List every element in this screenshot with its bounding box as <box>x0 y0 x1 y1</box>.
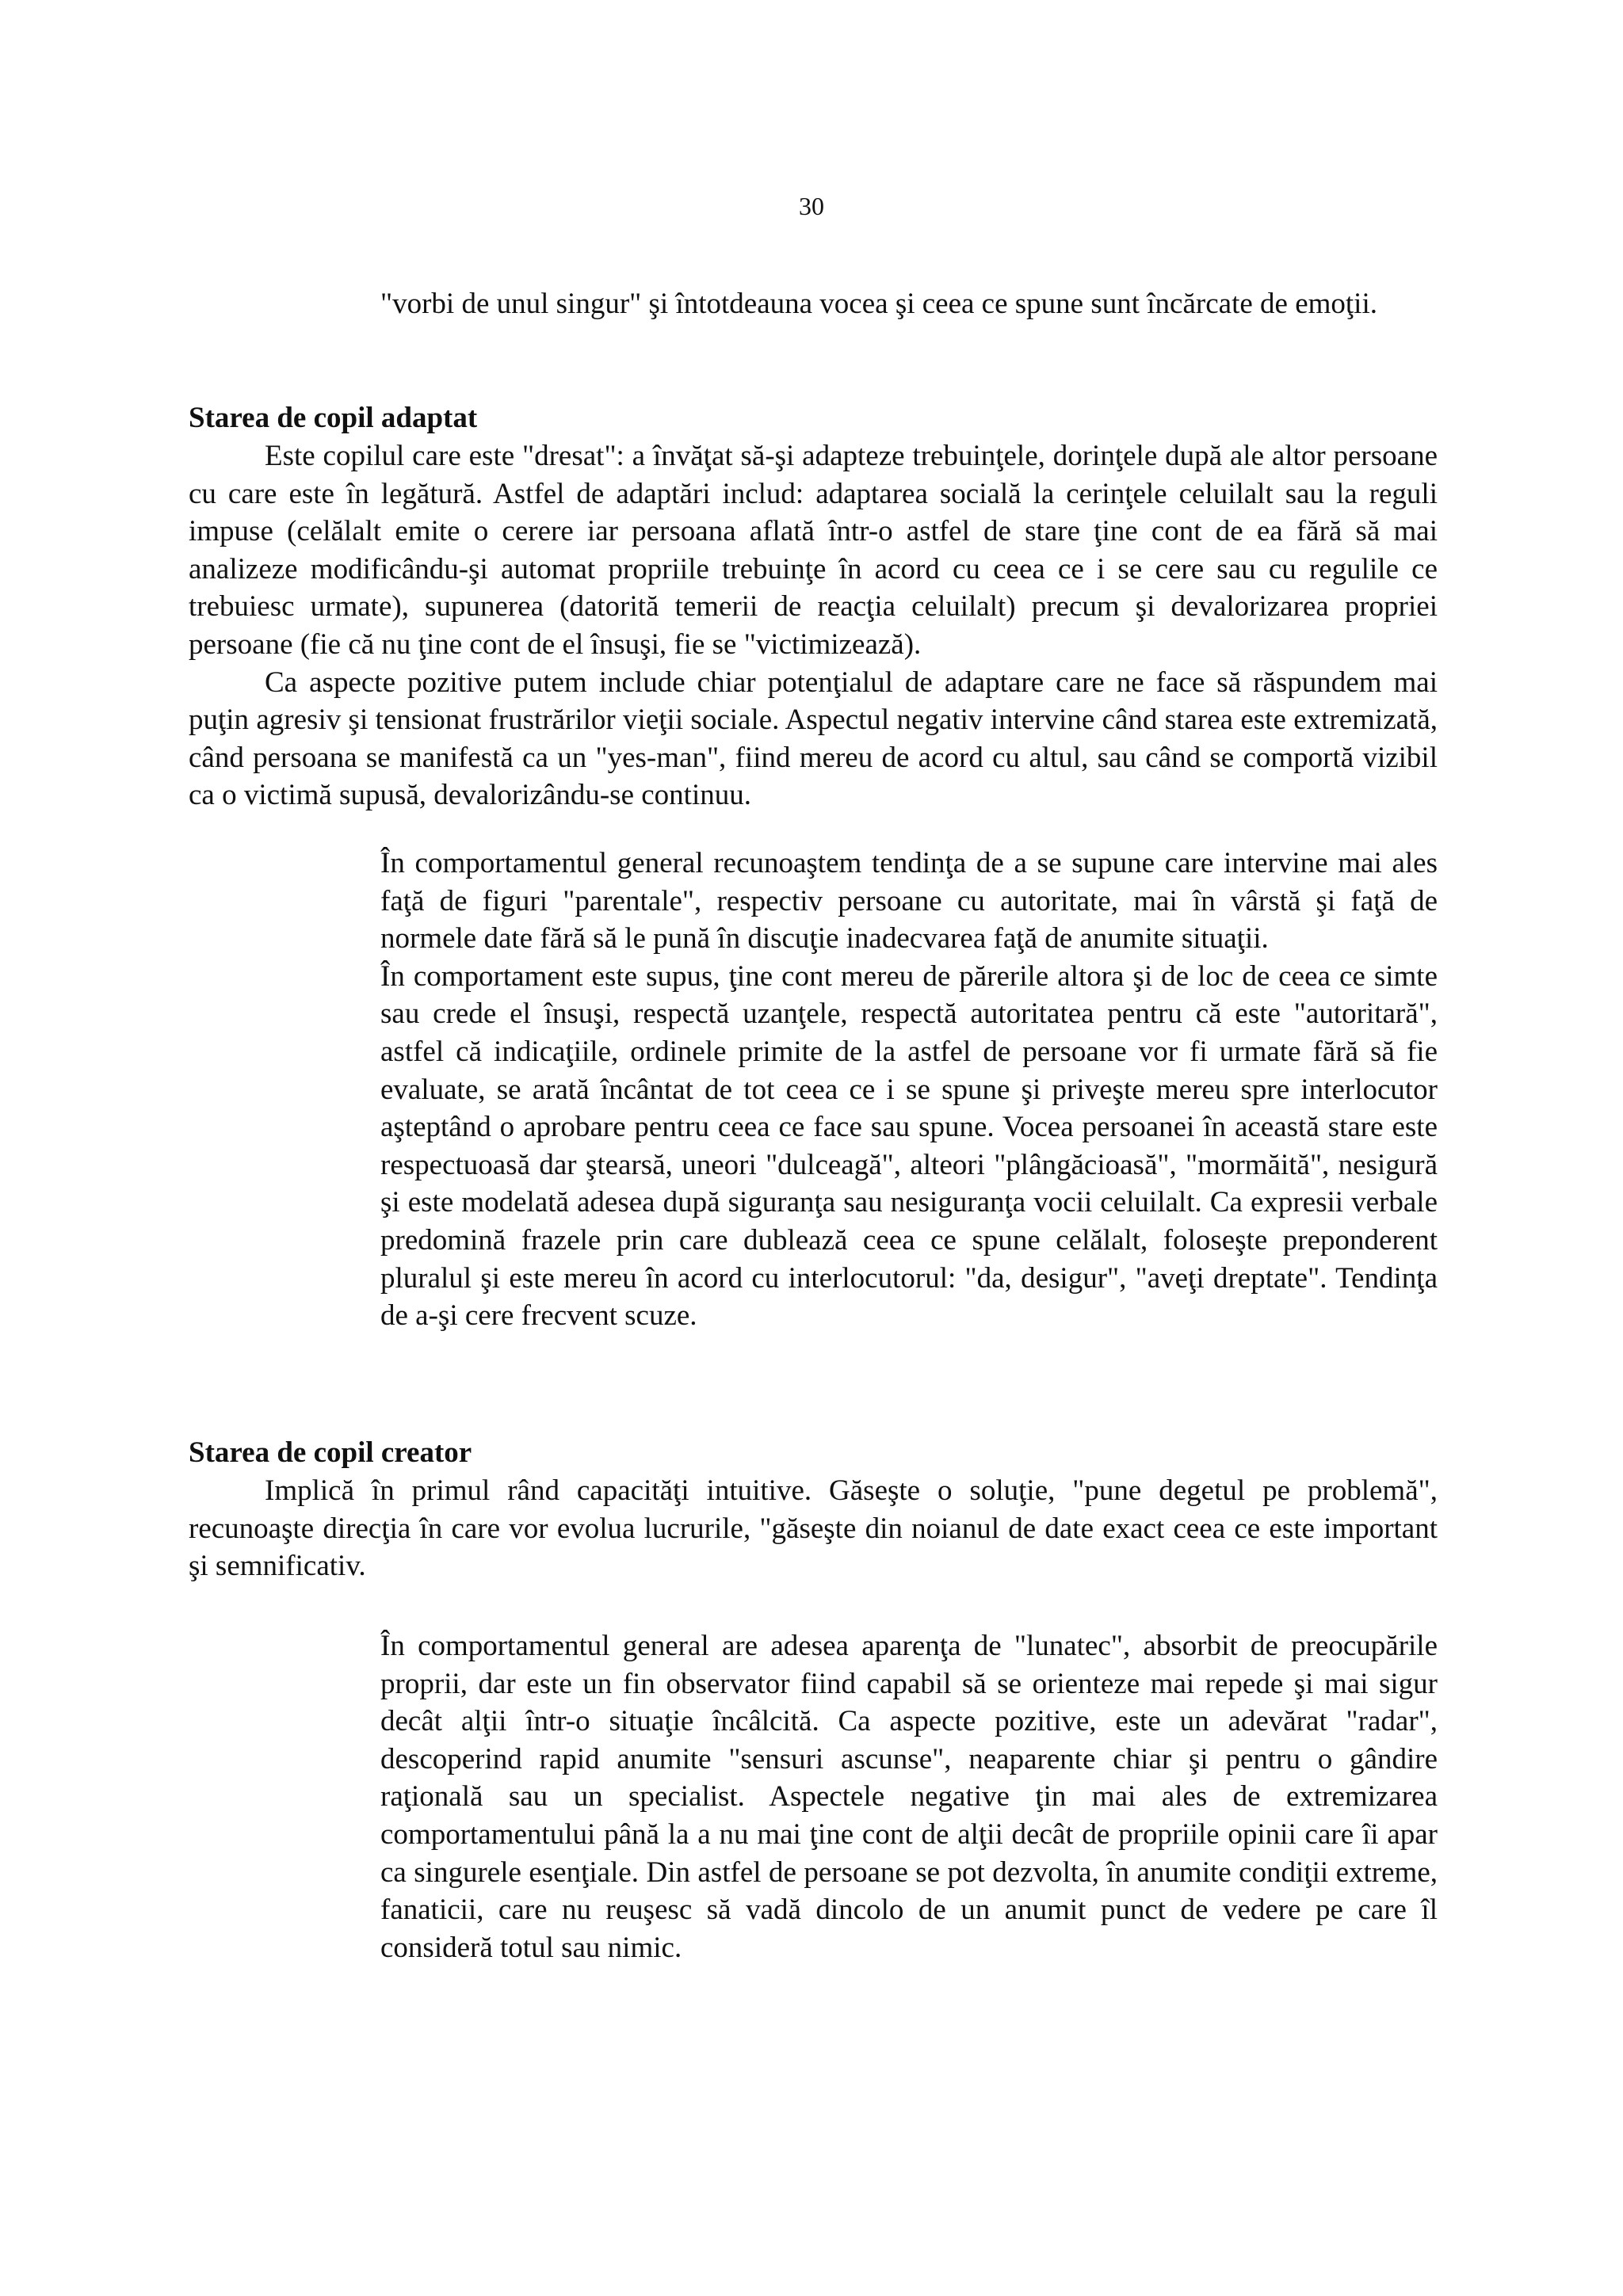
creative-indented-1: În comportamentul general are adesea aparenţa de "lunatec", absorbit de preocupările proprii, dar este un fin observator fiind capabil să se orienteze mai repede şi mai sigur decât alţii într-o situaţie încâlcită. Ca aspecte pozitive, este un adevărat "radar", descoperind rapid anumite "sensuri ascunse", neaparente chiar şi pentru o gândire raţională sau un specialist. Aspectele negative ţin mai ales de extremizarea comportamentului până la a nu mai ţine cont de alţii decât de propriile opinii care îi apar ca singurele esenţiale. Din astfel de persoane se pot dezvolta, în anumite condiţii extreme, fanaticii, care nu reuşesc să vadă dincolo de un anumit punct de vedere pe care îl consideră totul sau nimic. <box>380 1630 1438 1964</box>
adapted-indented-2: În comportament este supus, ţine cont mereu de părerile altora şi de loc de ceea ce simte sau crede el însuşi, respectă uzanţele, respectă autoritatea pentru că este "autoritară", astfel că indicaţiile, ordinele primite de la astfel de persoane vor fi urmate fără să fie evaluate, se arată încântat de tot ceea ce i se spune şi priveşte mereu spre interlocutor aşteptând o aprobare pentru ceea ce face sau spune. Vocea persoanei în această stare este respectuoasă dar ştearsă, uneori "dulceagă", alteori "plângăcioasă", "mormăită", nesigură şi este modelată adesea după siguranţa sau nesiguranţa vocii celuilalt. Ca expresii verbale predomină frazele prin care dublează ceea ce spune celălalt, foloseşte preponderent pluralul şi este mereu în acord cu interlocutorul: "da, desigur", "aveţi dreptate". Tendinţa de a-şi cere frecvent scuze. <box>380 959 1438 1333</box>
adapted-paragraph-1: Este copilul care este "dresat": a învăţat să-şi adapteze trebuinţele, dorinţele după ale altor persoane cu care este în legătură. Astfel de adaptări includ: adaptarea socială la cerinţele celuilalt sau la reguli impuse (celălalt emite o cerere iar persoana aflată într-o astfel de stare ţine cont de ea fără să mai analizeze modificându-şi automat propriile trebuinţe în acord cu ceea ce i se cere sau cu regulile ce trebuiesc urmate), supunerea (datorită temerii de reacţia celuilalt) precum şi devalorizarea propriei persoane (fie că nu ţine cont de el însuşi, fie se "victimizează). <box>189 440 1438 661</box>
creative-paragraph-1: Implică în primul rând capacităţi intuitive. Găseşte o soluţie, "pune degetul pe problemă", recunoaşte direcţia în care vor evolua lucrurile, "găseşte din noianul de date exact ceea ce este important şi semnificativ. <box>189 1474 1438 1583</box>
section-adapted-body <box>189 437 1438 814</box>
heading-copil-adaptat: Starea de copil adaptat <box>189 402 478 434</box>
section-creative-indented <box>380 1627 1438 1966</box>
adapted-paragraph-2: Ca aspecte pozitive putem include chiar potenţialul de adaptare care ne face să răspundem mai puţin agresiv şi tensionat frustrărilor vieţii sociale. Aspectul negativ intervine când starea este extremizată, când persoana se manifestă ca un "yes-man", fiind mereu de acord cu altul, sau când se comportă vizibil ca o victimă supusă, devalorizându-se continuu. <box>189 666 1438 812</box>
heading-copil-creator: Starea de copil creator <box>189 1436 472 1469</box>
intro-paragraph: "vorbi de unul singur" şi întotdeauna vocea şi ceea ce spune sunt încărcate de emoţii. <box>380 288 1377 320</box>
page-number: 30 <box>799 192 824 220</box>
adapted-indented-1: În comportamentul general recunoaştem tendinţa de a se supune care intervine mai ales faţă de figuri "parentale", respectiv persoane cu autoritate, mai în vârstă şi faţă de normele date fără să le pună în discuţie inadecvarea faţă de anumite situaţii. <box>380 847 1438 955</box>
section-adapted-indented <box>380 845 1438 1335</box>
section-creative-body <box>189 1472 1438 1585</box>
